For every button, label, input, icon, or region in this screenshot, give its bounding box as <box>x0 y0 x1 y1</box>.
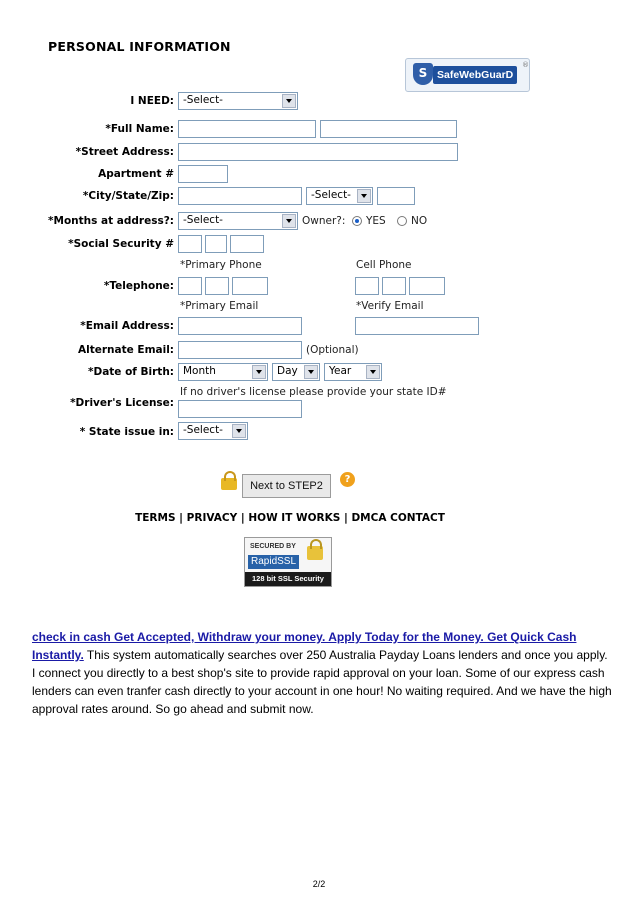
dob-year-select[interactable] <box>324 363 382 381</box>
dob-year-value: Year <box>329 365 352 377</box>
street-label: *Street Address: <box>75 146 174 158</box>
phone-prefix-input[interactable] <box>205 277 229 295</box>
cell-phone-hint: Cell Phone <box>356 259 412 271</box>
apartment-label: Apartment # <box>98 168 174 180</box>
city-input[interactable] <box>178 187 302 205</box>
ssn-label: *Social Security # <box>68 238 174 250</box>
primary-phone-hint: *Primary Phone <box>180 259 262 271</box>
optional-hint: (Optional) <box>306 344 359 356</box>
state-issue-select[interactable] <box>178 422 248 440</box>
next-step-button[interactable]: Next to STEP2 <box>242 474 331 498</box>
phone-area-input[interactable] <box>178 277 202 295</box>
badge-label: SafeWebGuarD <box>433 66 517 84</box>
telephone-label: *Telephone: <box>103 280 174 292</box>
license-label: *Driver's License: <box>70 397 174 409</box>
need-label: I NEED: <box>130 95 174 107</box>
chevron-down-icon <box>304 365 318 379</box>
chevron-down-icon <box>366 365 380 379</box>
page-number: 2/2 <box>312 879 326 889</box>
dob-day-select[interactable] <box>272 363 320 381</box>
license-input[interactable] <box>178 400 302 418</box>
article-body: This system automatically searches over 250 Australia Payday Loans lenders and once you apply. I connect you directly to a best shop's site to provide rapid approval on your loan. Some of our express cash lenders can even tranfer cash directly to your account in one hour! No waiting required. And we have the high approval rates around. So go ahead and submit now. <box>32 648 612 716</box>
verify-email-input[interactable] <box>355 317 479 335</box>
dob-month-select[interactable] <box>178 363 268 381</box>
chevron-down-icon <box>357 189 371 203</box>
shield-icon: S <box>413 63 433 85</box>
ssl-secured-text: SECURED BY <box>250 543 296 550</box>
need-select-value: -Select- <box>183 94 223 106</box>
form-heading: PERSONAL INFORMATION <box>48 39 231 54</box>
license-hint: If no driver's license please provide your state ID# <box>180 386 447 398</box>
owner-no-radio[interactable] <box>397 216 407 226</box>
state-select-value: -Select- <box>311 189 351 201</box>
zip-input[interactable] <box>377 187 415 205</box>
article-paragraph <box>32 628 612 718</box>
owner-label: Owner?: <box>302 215 346 227</box>
owner-yes-radio[interactable] <box>352 216 362 226</box>
last-name-input[interactable] <box>320 120 457 138</box>
verify-email-hint: *Verify Email <box>356 300 424 312</box>
state-select[interactable] <box>306 187 373 205</box>
months-label: *Months at address?: <box>48 215 174 227</box>
chevron-down-icon <box>282 94 296 108</box>
ssn-part-1-input[interactable] <box>178 235 202 253</box>
alt-email-input[interactable] <box>178 341 302 359</box>
need-select[interactable] <box>178 92 298 110</box>
ssn-part-2-input[interactable] <box>205 235 227 253</box>
email-label: *Email Address: <box>80 320 174 332</box>
first-name-input[interactable] <box>178 120 316 138</box>
badge-mark: ® <box>522 61 529 69</box>
help-icon[interactable]: ? <box>340 472 355 487</box>
cell-line-input[interactable] <box>409 277 445 295</box>
ssl-brand-text: RapidSSL <box>248 555 299 569</box>
phone-line-input[interactable] <box>232 277 268 295</box>
chevron-down-icon <box>252 365 266 379</box>
dob-day-value: Day <box>277 365 298 377</box>
state-issue-value: -Select- <box>183 424 223 436</box>
owner-yes-label: YES <box>366 215 386 227</box>
rapidssl-badge <box>244 537 332 587</box>
chevron-down-icon <box>282 214 296 228</box>
safewebguard-badge <box>405 58 530 92</box>
months-select[interactable] <box>178 212 298 230</box>
city-state-zip-label: *City/State/Zip: <box>82 190 174 202</box>
dob-label: *Date of Birth: <box>88 366 174 378</box>
footer-links[interactable]: TERMS | PRIVACY | HOW IT WORKS | DMCA CONTACT <box>135 512 445 524</box>
article-link[interactable]: check in cash Get Accepted, Withdraw your money. Apply Today for the Money. Get Quick Cash Instantly. <box>32 630 577 662</box>
months-select-value: -Select- <box>183 214 223 226</box>
state-issue-label: * State issue in: <box>79 426 174 438</box>
owner-no-label: NO <box>411 215 428 227</box>
fullname-label: *Full Name: <box>105 123 174 135</box>
email-input[interactable] <box>178 317 302 335</box>
dob-month-value: Month <box>183 365 216 377</box>
padlock-icon <box>307 546 323 560</box>
chevron-down-icon <box>232 424 246 438</box>
street-address-input[interactable] <box>178 143 458 161</box>
cell-prefix-input[interactable] <box>382 277 406 295</box>
primary-email-hint: *Primary Email <box>180 300 259 312</box>
lock-icon <box>221 478 237 490</box>
ssn-part-3-input[interactable] <box>230 235 264 253</box>
apartment-input[interactable] <box>178 165 228 183</box>
alt-email-label: Alternate Email: <box>78 344 174 356</box>
cell-area-input[interactable] <box>355 277 379 295</box>
ssl-bits-text: 128 bit SSL Security <box>245 572 331 586</box>
